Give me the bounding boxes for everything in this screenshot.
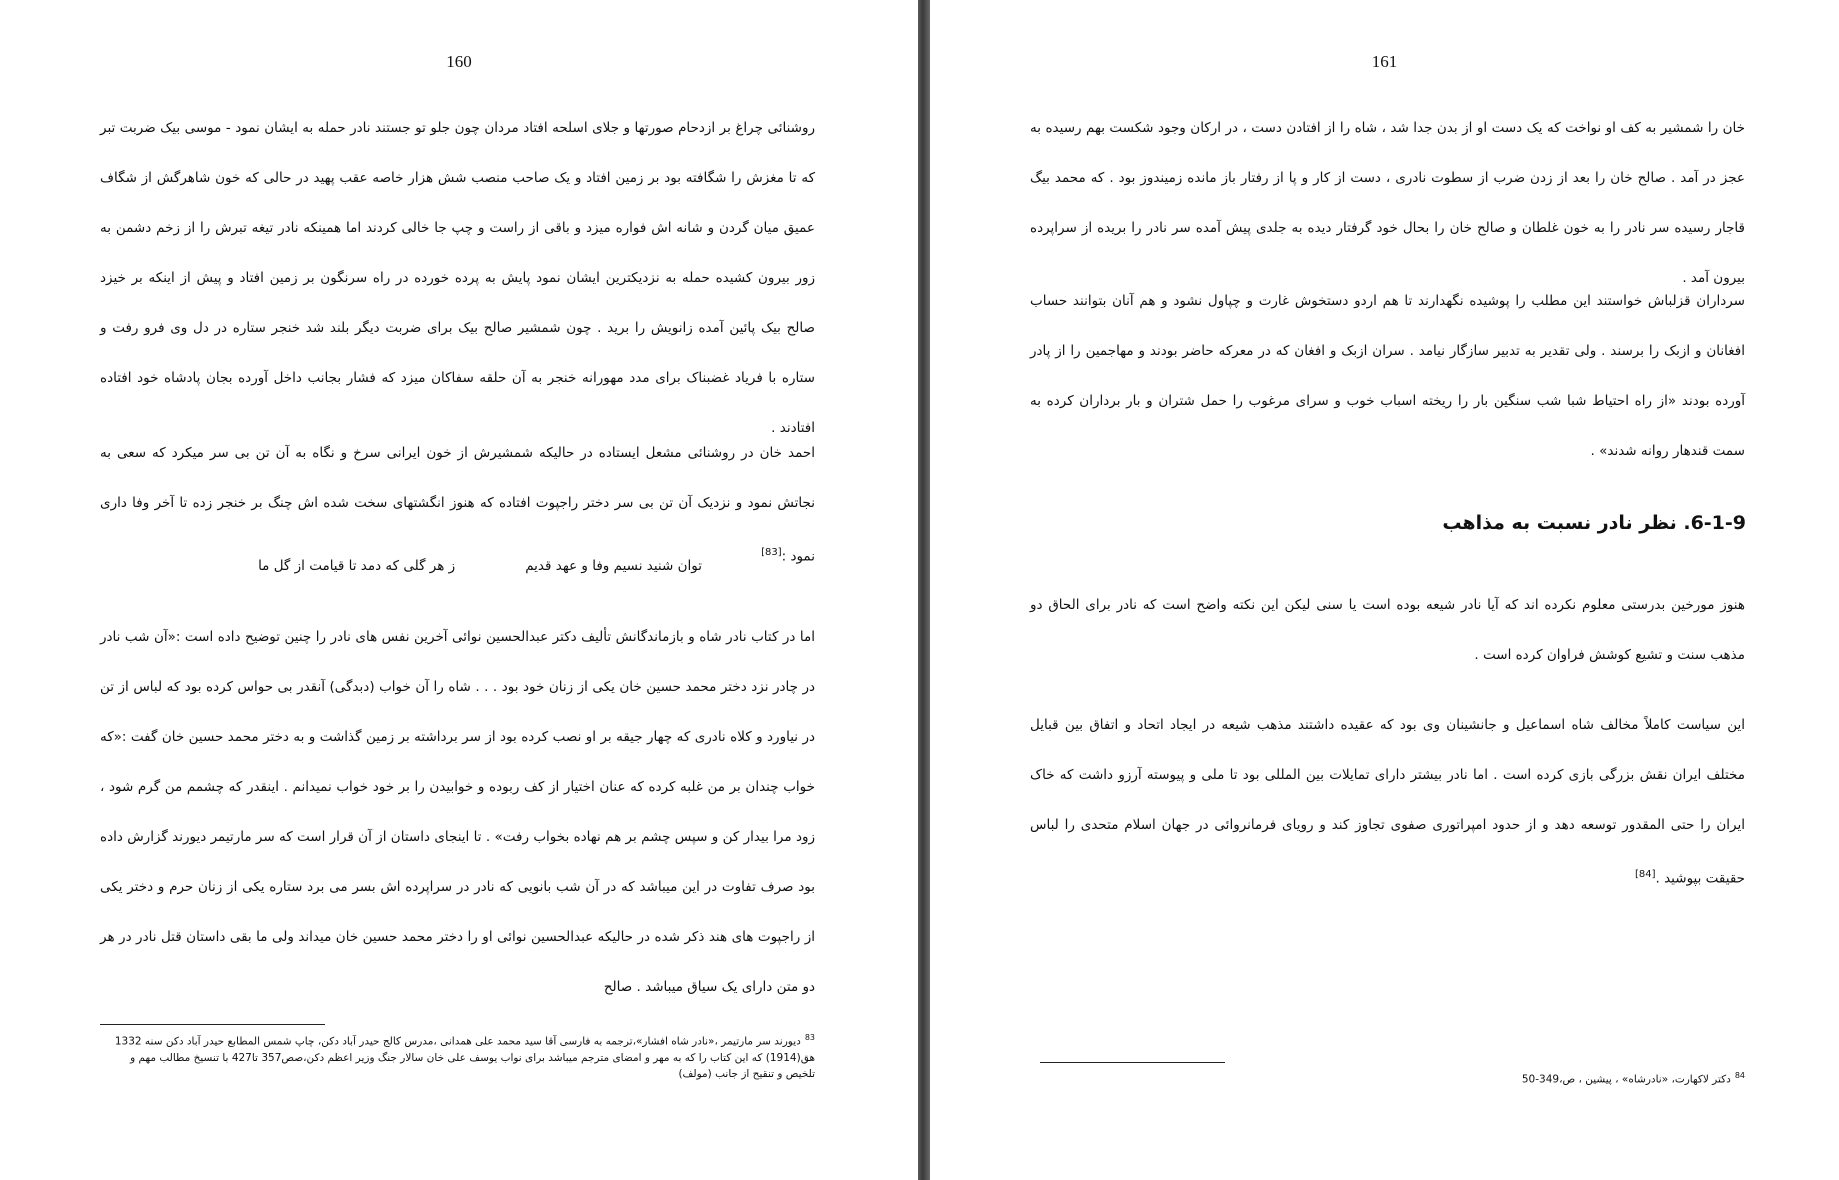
footnote — [100, 1030, 815, 1082]
footnote-rule — [1040, 1062, 1225, 1063]
paragraph: سرداران قزلباش خواستند این مطلب را پوشیده نگهدارند تا هم اردو دستخوش غارت و چپاول نشود و هم آنان بتوانند حساب افغانان و ازبک را برسند . ولی تقدیر به تدبیر سازگار نیامد . سران ازبک و افغان که در معرکه حاضر بودند و مهاجمین را از پادر آورده بودند «از راه احتیاط شبا شب سنگین بار را ریخته اسباب خوب و سرای مرغوب را حمل شتران و بار برداران کرده به سمت قندهار روانه شدند» . — [1030, 293, 1745, 459]
page-number: 161 — [1371, 52, 1398, 71]
paragraph-text: این سیاست کاملاً مخالف شاه اسماعیل و جانشینان وی بود که عقیده داشتند مذهب شیعه در ایجاد اتحاد و اتفاق بین قبایل مختلف ایران نقش بزرگی بازی کرده است . اما نادر بیشتر دارای تمایلات بین المللی بود تا ملی و پیوسته آرزو داشت که خاک ایران را حتی المقدور توسعه دهد و از حدود امپراتوری صفوی تجاوز کند و رویای فرمانروائی در جهان اسلام متحدی را لباس حقیقت بپوشید . — [1030, 717, 1745, 887]
text-block — [100, 103, 815, 453]
footnote-ref[interactable]: [84] — [1634, 869, 1656, 880]
book-gutter — [918, 0, 930, 1180]
footnote-number: 83 — [804, 1033, 815, 1042]
text-block — [1030, 700, 1745, 904]
left-page — [0, 0, 918, 1180]
paragraph: اما در کتاب نادر شاه و بازماندگانش تألیف دکتر عبدالحسین نوائی آخرین نفس های نادر را چنین توضیح داده است :«آن شب نادر در چادر نزد دختر محمد حسین خان یکی از زنان خود بود . . . شاه را آن خواب (دبدگی) آنقدر بی حواس کرده بود که لباس از تن در نیاورد و کلاه نادری که چهار جیقه بر او نصب کرده بود از سر برداشته بر زمین گذاشت و به دختر محمد حسین خان گفت :«که خواب چندان بر من غلبه کرده که عنان اختیار از کف ربوده و خوابیدن را بر خود خواب نمیدانم . اینقدر که چشمم من گرم شود ، زود مرا بیدار کن و سپس چشم بر هم نهاده بخواب رفت» . تا اینجای داستان از آن قرار است که سر مارتیمر دیورند گزارش داده بود صرف تفاوت در این میباشد که در آن شب بانویی که نادر در سراپرده اش بسر می برد ستاره یکی از زنان حرم و دختر یکی از راجپوت های هند ذکر شده در حالیکه عبدالحسین نوائی او را دختر محمد حسین خان میداند ولی ما بقی داستان قتل نادر در هر دو متن دارای یک سیاق میباشد . صالح — [100, 629, 815, 995]
poem — [258, 558, 702, 574]
footnote-rule — [100, 1024, 325, 1025]
footnote-number: 84 — [1734, 1071, 1745, 1080]
paragraph: خان را شمشیر به کف او نواخت که یک دست او از بدن جدا شد ، شاه را از افتادن دست ، در ارکان وجود شکست بهم رسیده به عجز در آمد . صالح خان را بعد از زدن ضرب از سطوت نادری ، دست از کار و پا از رفتار باز مانده زمیندوز بود . که محمد بیگ قاجار رسیده سر نادر را به خون غلطان و صالح خان را بحال خود گرفتار دیده به جلدی پیش آمده سر نادر را بریده از سراپرده بیرون آمد . — [1030, 120, 1745, 286]
text-block — [1030, 276, 1745, 476]
paragraph — [1030, 700, 1745, 904]
footnote-ref[interactable]: [83] — [761, 547, 782, 558]
text-block — [1030, 103, 1745, 303]
right-page — [930, 0, 1839, 1180]
poem-hemistich: ز هر گلی که دمد تا قیامت از گل ما — [258, 558, 456, 574]
page-number: 160 — [446, 52, 472, 71]
paragraph: روشنائی چراغ بر ازدحام صورتها و جلای اسلحه افتاد مردان چون جلو تو جستند نادر حمله به ایشان نمود - موسی بیک ضربت تبر که تا مغزش را شگافته بود بر زمین افتاد و یک صاحب منصب شش هزار خاصه عقب پهید در حالی که خون شاهرگش از شگاف عمیق میان گردن و شانه اش فواره میزد و باقی از راست و چپ جا خالی کردند اما همینکه نادر تیغه تبرش را از زخم دشمن به زور بیرون کشیده حمله به نزدیکترین ایشان نمود پایش به پرده خورده در راه سرنگون بر زمین افتاد و پیش از اینکه بر خیزد صالح بیک پائین آمده زانویش را برید . چون شمشیر صالح بیک برای ضربت دیگر بلند شد خنجر ستاره در دل وی فرو رفت و ستاره با فریاد غضبناک برای مدد مهورانه خنجر به آن حلقه سفاکان میزد که فشار بجانب داخل آورده بجان پادشاه خود افتاده افتادند . — [100, 120, 815, 436]
paragraph-text: احمد خان در روشنائی مشعل ایستاده در حالیکه شمشیرش از خون ایرانی سرخ و نگاه به آن تن بی سر میکرد که سعی به نجاتش نمود و نزدیک آن تن بی سر دختر راجپوت افتاده که هنوز انگشتهای سخت شده اش چنگ بر خنجر زده تا آخر وفا داری نمود : — [100, 445, 815, 565]
section-heading: 6-1-9. نظر نادر نسبت به مذاهب — [1442, 512, 1746, 534]
footnote-text: دکتر لاکهارت، «نادرشاه» ، پیشین ، ص،349-50 — [1521, 1073, 1731, 1086]
text-block — [100, 612, 815, 1012]
poem-hemistich: توان شنید نسیم وفا و عهد قدیم — [525, 558, 702, 574]
footnote — [1030, 1068, 1745, 1088]
footnote-text: دیورند سر مارتیمر ،«نادر شاه افشار»،ترجمه به فارسی آقا سید محمد علی همدانی ،مدرس کالج حیدر آباد دکن، چاپ شمس المطابع حیدر آباد دکن سنه 1332 هق(1914) که این کتاب را که به مهر و امضای مترجم میباشد برای نواب یوسف علی خان سالار جنگ وزیر اعظم دکن،صص357 تا427 با تنسیخ مطالب مهم و تلخیص و تنقیح از جانب (مولف) — [114, 1035, 815, 1080]
paragraph: هنوز مورخین بدرستی معلوم نکرده اند که آیا نادر شیعه بوده است یا سنی لیکن این نکته واضح است که نادر برای الحاق دو مذهب سنت و تشیع کوشش فراوان کرده است . — [1030, 597, 1745, 663]
text-block — [1030, 580, 1745, 680]
